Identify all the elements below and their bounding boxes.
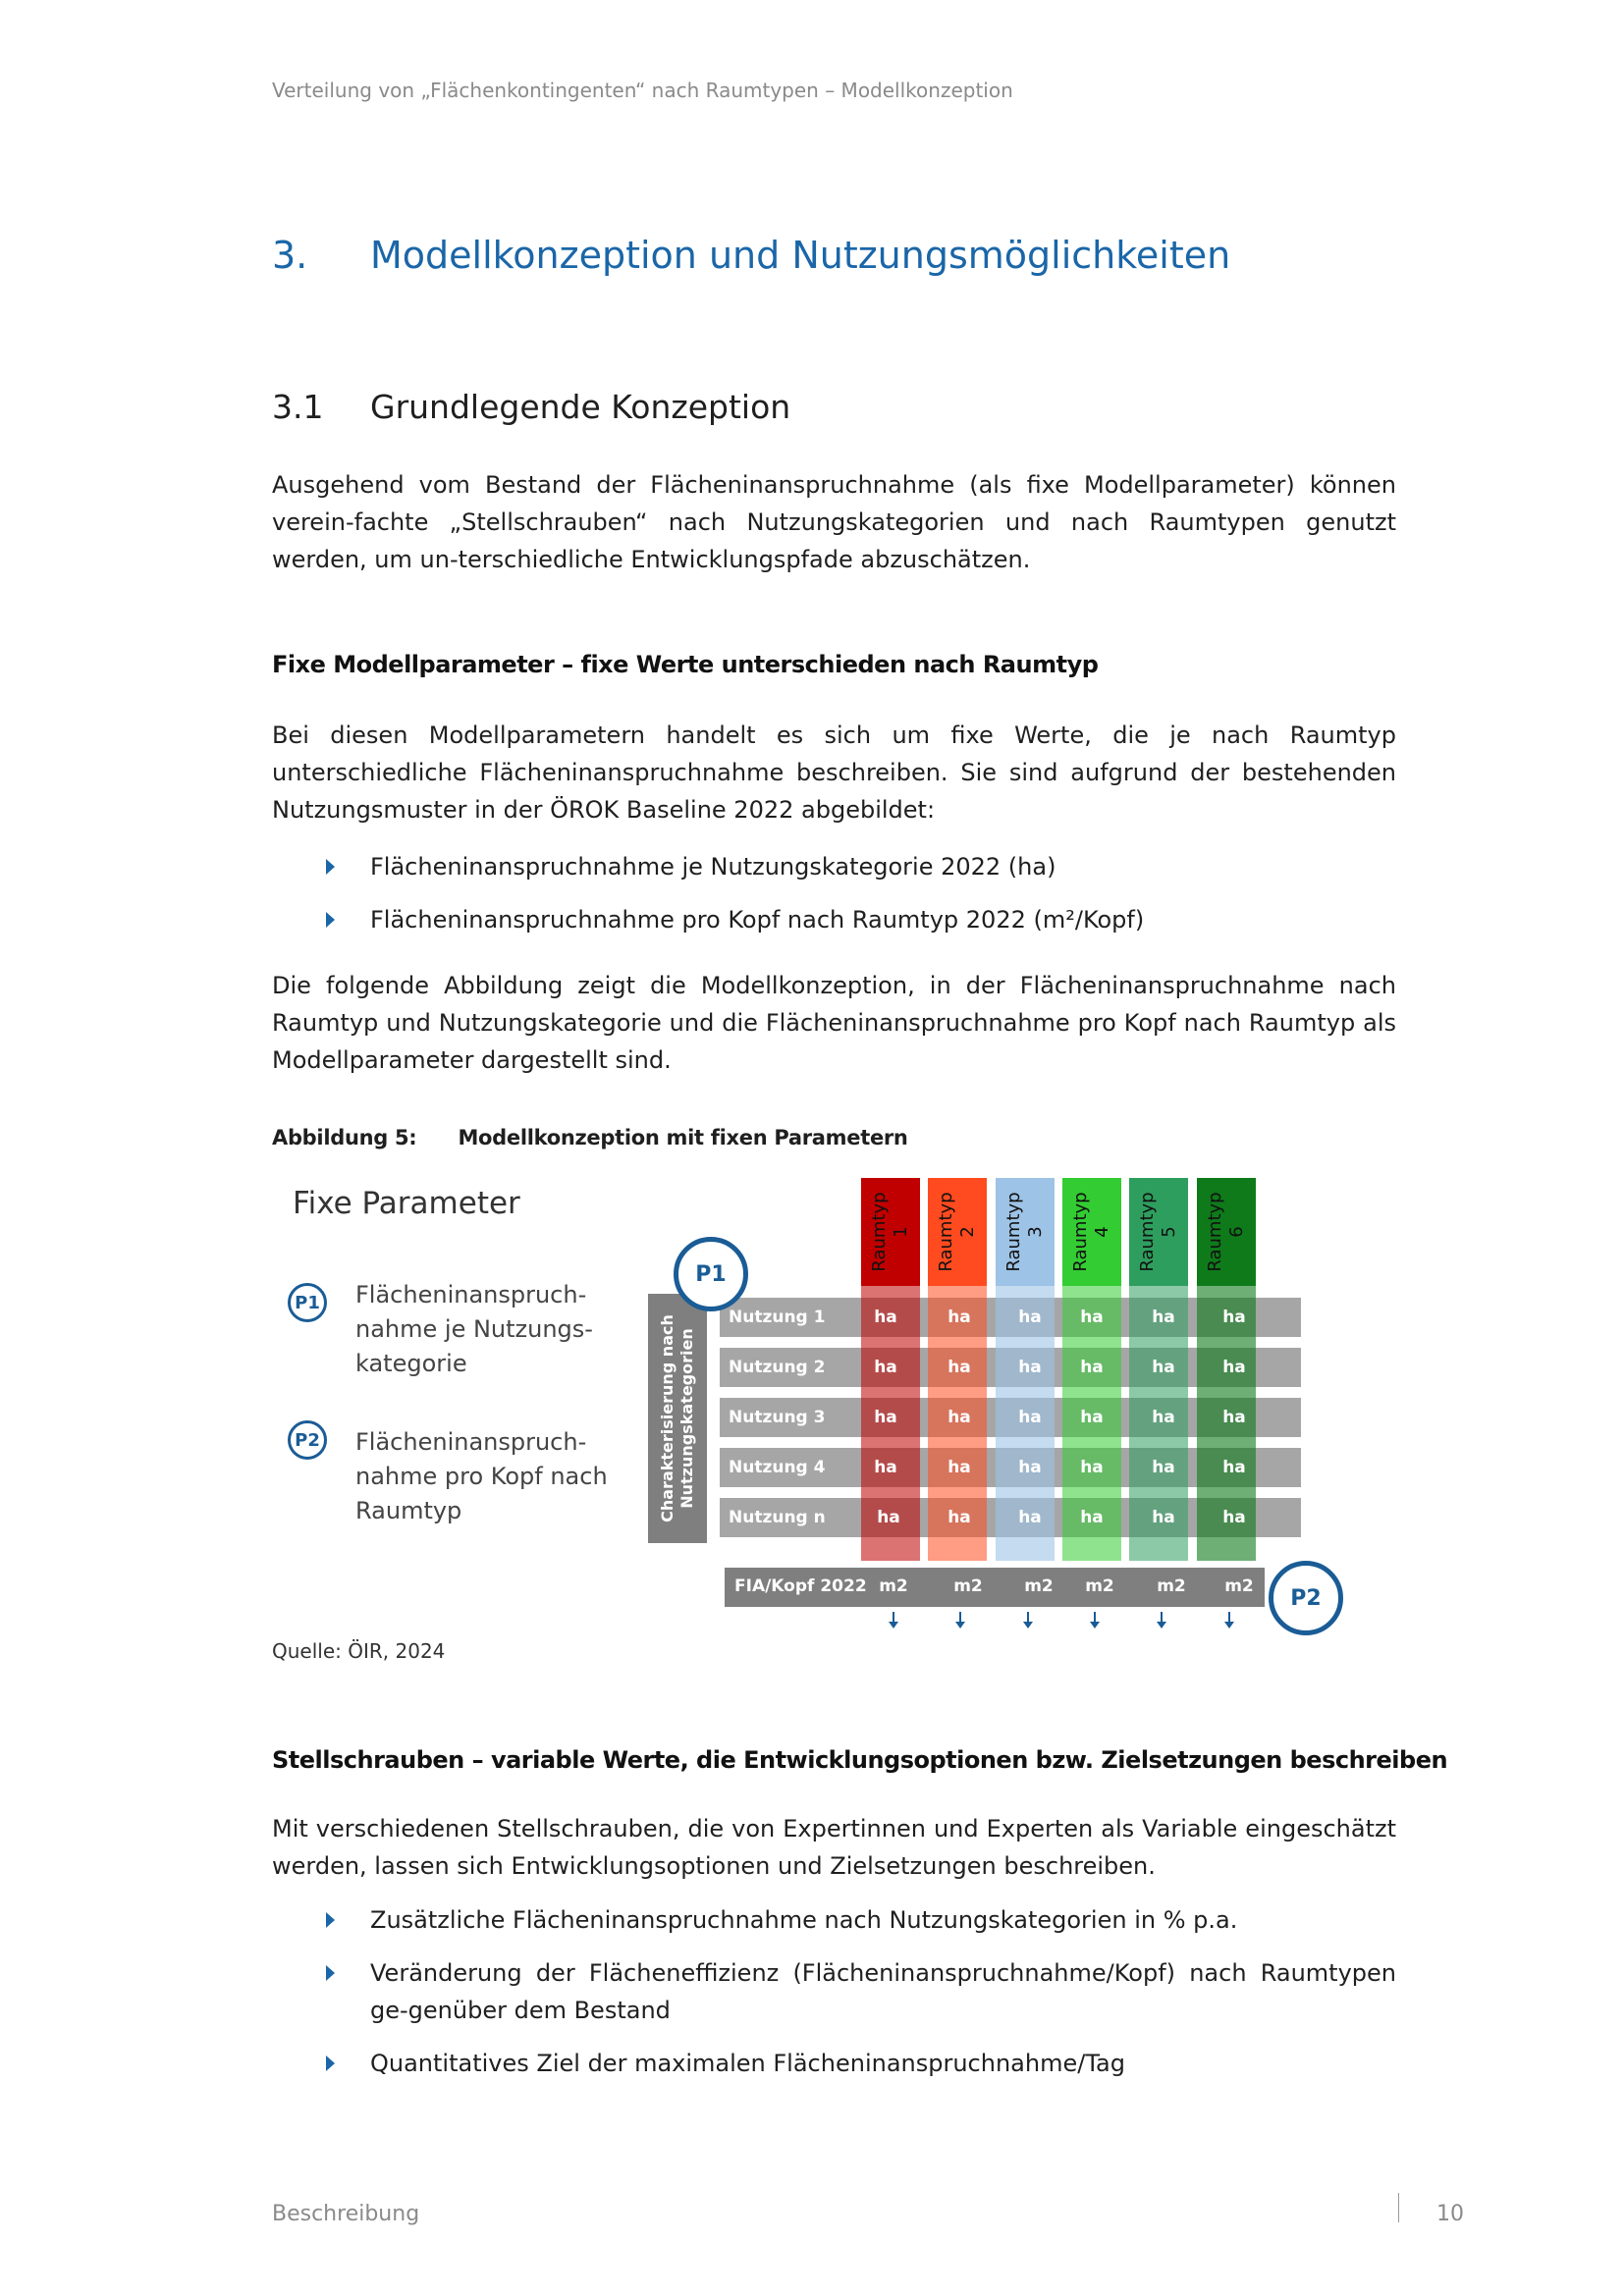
legend-badge-p2: P2 <box>288 1420 327 1460</box>
figure-caption <box>272 1126 908 1149</box>
adjusters-heading: Stellschrauben – variable Werte, die Entwicklungsoptionen bzw. Zielsetzungen beschreiben <box>272 1746 1448 1774</box>
legend-line: Flächeninanspruch- <box>355 1281 587 1308</box>
per-capita-cell: m2 <box>1224 1576 1254 1596</box>
table-cell: ha <box>874 1458 897 1477</box>
table-cell: ha <box>1152 1308 1175 1327</box>
list-item <box>272 901 1396 938</box>
row-label: Nutzung 4 <box>729 1458 826 1477</box>
table-cell: ha <box>1222 1458 1246 1477</box>
column-header-line: Raumtyp <box>1003 1192 1024 1272</box>
table-cell: ha <box>1018 1458 1042 1477</box>
table-cell: ha <box>1080 1358 1104 1377</box>
column-header-line: 5 <box>1159 1226 1179 1238</box>
running-header: Verteilung von „Flächenkontingenten“ nach Raumtypen – Modellkonzeption <box>272 79 1013 102</box>
per-capita-cell: m2 <box>953 1576 983 1596</box>
table-cell: ha <box>1080 1408 1104 1427</box>
table-cell: ha <box>1018 1308 1042 1327</box>
bullet-arrow-icon <box>326 2056 335 2071</box>
table-cell: ha <box>874 1308 897 1327</box>
p1-badge: P1 <box>674 1237 748 1311</box>
footer-section-label: Beschreibung <box>272 2202 420 2226</box>
side-label-line: Nutzungskategorien <box>677 1328 696 1509</box>
table-cell: ha <box>1080 1308 1104 1327</box>
table-cell: ha <box>1018 1408 1042 1427</box>
column-header-line: 1 <box>891 1226 911 1238</box>
column-header-raumtyp-1 <box>861 1178 920 1286</box>
column-header-line: 3 <box>1025 1226 1046 1238</box>
legend-line: Raumtyp <box>355 1497 462 1524</box>
column-header-raumtyp-6 <box>1197 1178 1256 1286</box>
figure-source: Quelle: ÖIR, 2024 <box>272 1639 446 1663</box>
column-header-raumtyp-2 <box>928 1178 987 1286</box>
figure-caption-title: Modellkonzeption mit fixen Parametern <box>458 1126 908 1149</box>
list-item-text: Quantitatives Ziel der maximalen Flächeninanspruchnahme/Tag <box>370 2050 1125 2077</box>
column-header-raumtyp-4 <box>1062 1178 1121 1286</box>
per-capita-cell: m2 <box>879 1576 908 1596</box>
column-header-line: Raumtyp <box>1070 1192 1091 1272</box>
list-item-text: Flächeninanspruchnahme pro Kopf nach Raumtyp 2022 (m²/Kopf) <box>370 906 1145 934</box>
column-header-line: 4 <box>1092 1226 1112 1238</box>
column-header-line: 6 <box>1226 1226 1247 1238</box>
bullet-arrow-icon <box>326 859 335 875</box>
legend-line: kategorie <box>355 1350 467 1377</box>
row-label: Nutzung 3 <box>729 1408 826 1427</box>
list-item <box>272 1954 1396 2029</box>
side-label-line: Charakterisierung nach <box>658 1314 677 1522</box>
table-cell: ha <box>1080 1508 1104 1527</box>
row-label: Nutzung n <box>729 1508 826 1527</box>
column-header-line: Raumtyp <box>1205 1192 1225 1272</box>
legend-text-p1 <box>355 1278 593 1381</box>
subsection-title: Grundlegende Konzeption <box>370 388 791 426</box>
column-header-line: Raumtyp <box>1137 1192 1158 1272</box>
table-cell: ha <box>947 1358 971 1377</box>
table-cell: ha <box>947 1408 971 1427</box>
column-header-raumtyp-3 <box>996 1178 1055 1286</box>
side-label <box>658 1314 697 1522</box>
list-item-text: Zusätzliche Flächeninanspruchnahme nach Nutzungskategorien in % p.a. <box>370 1906 1238 1934</box>
table-cell: ha <box>947 1508 971 1527</box>
adjusters-paragraph: Mit verschiedenen Stellschrauben, die von Expertinnen und Experten als Variable eingeschätzt werden, lassen sich Entwicklungsoptionen und Zielsetzungen beschreiben. <box>272 1815 1396 1880</box>
table-cell: ha <box>1222 1408 1246 1427</box>
fixed-params-heading: Fixe Modellparameter – fixe Werte unterschieden nach Raumtyp <box>272 651 1099 678</box>
intro-paragraph: Ausgehend vom Bestand der Flächeninanspruchnahme (als fixe Modellparameter) können verein-fachte „Stellschrauben“ nach Nutzungskategorien und nach Raumtypen genutzt werden, um un-terschiedliche Entwicklungspfade abzuschätzen. <box>272 471 1396 573</box>
table-cell: ha <box>1018 1508 1042 1527</box>
side-label-box <box>648 1294 707 1543</box>
per-capita-cell: m2 <box>1157 1576 1186 1596</box>
down-arrow-icon <box>959 1612 961 1624</box>
list-item-text: Veränderung der Flächeneffizienz (Flächeninanspruchnahme/Kopf) nach Raumtypen ge-genüber dem Bestand <box>370 1959 1396 2024</box>
list-item <box>272 1901 1396 1939</box>
column-header-line: 2 <box>957 1226 978 1238</box>
per-capita-cell: m2 <box>1085 1576 1114 1596</box>
down-arrow-icon <box>1027 1612 1029 1624</box>
list-item <box>272 2045 1396 2082</box>
column-header-line: Raumtyp <box>869 1192 890 1272</box>
table-cell: ha <box>947 1458 971 1477</box>
legend-text-p2 <box>355 1425 608 1528</box>
per-capita-label: FIA/Kopf 2022 <box>734 1576 867 1596</box>
table-cell: ha <box>877 1508 900 1527</box>
legend-line: Flächeninanspruch- <box>355 1428 587 1456</box>
table-cell: ha <box>1152 1408 1175 1427</box>
legend-line: nahme je Nutzungs- <box>355 1315 593 1343</box>
table-cell: ha <box>874 1358 897 1377</box>
column-header-raumtyp-5 <box>1129 1178 1188 1286</box>
per-capita-cell: m2 <box>1024 1576 1054 1596</box>
table-cell: ha <box>947 1308 971 1327</box>
section-number: 3. <box>272 234 308 277</box>
bullet-arrow-icon <box>326 1912 335 1928</box>
down-arrow-icon <box>893 1612 894 1624</box>
legend-line: nahme pro Kopf nach <box>355 1463 608 1490</box>
table-cell: ha <box>874 1408 897 1427</box>
row-label: Nutzung 2 <box>729 1358 826 1377</box>
down-arrow-icon <box>1094 1612 1096 1624</box>
table-cell: ha <box>1222 1358 1246 1377</box>
down-arrow-icon <box>1161 1612 1163 1624</box>
after-paragraph: Die folgende Abbildung zeigt die Modellkonzeption, in der Flächeninanspruchnahme nach Raumtyp und Nutzungskategorie und die Flächeninanspruchnahme pro Kopf nach Raumtyp als Modellparameter dargestellt sind. <box>272 972 1396 1074</box>
figure-title: Fixe Parameter <box>293 1186 520 1221</box>
list-item <box>272 848 1396 885</box>
fixed-params-paragraph: Bei diesen Modellparametern handelt es sich um fixe Werte, die je nach Raumtyp unterschiedliche Flächeninanspruchnahme beschreiben. Sie sind aufgrund der bestehenden Nutzungsmuster in der ÖROK Baseline 2022 abgebildet: <box>272 721 1396 824</box>
footer-divider <box>1398 2193 1399 2222</box>
figure-caption-label: Abbildung 5: <box>272 1126 417 1149</box>
bullet-arrow-icon <box>326 912 335 928</box>
table-cell: ha <box>1080 1458 1104 1477</box>
column-header-line: Raumtyp <box>936 1192 956 1272</box>
row-label: Nutzung 1 <box>729 1308 826 1327</box>
table-cell: ha <box>1152 1508 1175 1527</box>
legend-badge-p1: P1 <box>288 1283 327 1322</box>
list-item-text: Flächeninanspruchnahme je Nutzungskategorie 2022 (ha) <box>370 853 1056 881</box>
table-cell: ha <box>1152 1458 1175 1477</box>
table-cell: ha <box>1222 1508 1246 1527</box>
p2-badge: P2 <box>1269 1561 1343 1635</box>
page-number: 10 <box>1436 2202 1464 2226</box>
subsection-number: 3.1 <box>272 388 324 426</box>
section-title: Modellkonzeption und Nutzungsmöglichkeiten <box>370 234 1231 277</box>
table-cell: ha <box>1018 1358 1042 1377</box>
bullet-arrow-icon <box>326 1965 335 1981</box>
table-cell: ha <box>1222 1308 1246 1327</box>
down-arrow-icon <box>1228 1612 1230 1624</box>
table-cell: ha <box>1152 1358 1175 1377</box>
